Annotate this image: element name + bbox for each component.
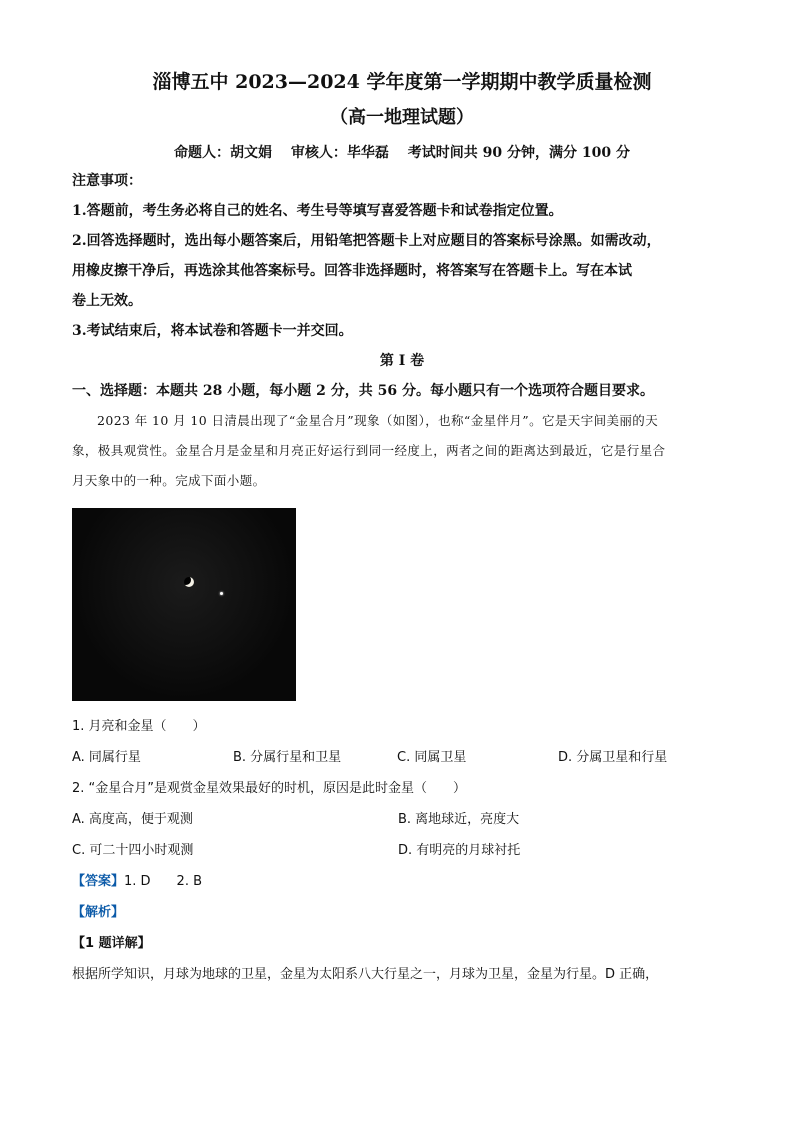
venus-moon-photo	[72, 508, 296, 701]
venus-icon	[220, 592, 223, 595]
analysis-tag: 【解析】	[72, 905, 125, 920]
question-stem: 2. “金星合月”是观赏金星效果最好的时机，原因是此时金星（ ）	[72, 781, 467, 796]
intro-line: 象，极具观赏性。金星合月是金星和月亮正好运行到同一经度上，两者之间的距离达到最近，它是行星合	[72, 443, 666, 458]
option-c: C. 同属卫星	[397, 750, 467, 765]
exam-page	[72, 68, 732, 990]
option-b: B. 分属行星和卫星	[233, 750, 342, 765]
option-a: A. 高度高，便于观测	[72, 812, 193, 827]
intro-line: 月天象中的一种。完成下面小题。	[72, 473, 266, 488]
option-b: B. 离地球近，亮度大	[398, 812, 520, 827]
answer-text: 1. D 2. B	[124, 874, 203, 889]
note-line: 1.答题前，考生务必将自己的姓名、考生号等填写喜爱答题卡和试卷指定位置。	[72, 203, 563, 219]
answer-tag: 【答案】	[72, 874, 125, 889]
volume-label: 第 I 卷	[379, 353, 425, 369]
question-stem: 1. 月亮和金星（ ）	[72, 719, 206, 734]
question-options	[72, 835, 732, 866]
intro-line: 2023 年 10 月 10 日清晨出现了“金星合月”现象（如图），也称“金星伴月”。它是天宇间美丽的天	[97, 413, 659, 428]
note-line: 3.考试结束后，将本试卷和答题卡一并交回。	[72, 323, 353, 339]
analysis-line	[72, 897, 732, 928]
detail-tag: 【1 题详解】	[72, 936, 151, 951]
detail-text: 根据所学知识，月球为地球的卫星，金星为太阳系八大行星之一，月球为卫星，金星为行星。D 正确，	[72, 967, 659, 982]
notes-heading: 注意事项：	[72, 173, 142, 189]
note-line: 卷上无效。	[72, 293, 142, 309]
question-options	[72, 742, 732, 773]
section-heading: 一、选择题：本题共 28 小题，每小题 2 分，共 56 分。每小题只有一个选项符合题目要求。	[72, 383, 654, 399]
page-subtitle: （高一地理试题）	[330, 107, 474, 128]
option-a: A. 同属行星	[72, 750, 141, 765]
page-title: 淄博五中 2023—2024 学年度第一学期期中教学质量检测	[152, 71, 652, 93]
option-c: C. 可二十四小时观测	[72, 843, 194, 858]
option-d: D. 分属卫星和行星	[558, 750, 668, 765]
answer-line	[72, 866, 732, 897]
note-line: 2.回答选择题时，选出每小题答案后，用铅笔把答题卡上对应题目的答案标号涂黑。如需改动，	[72, 233, 661, 249]
moon-icon	[184, 577, 194, 587]
exam-meta: 命题人：胡文娟 审核人：毕华磊 考试时间共 90 分钟，满分 100 分	[174, 145, 630, 161]
note-line: 用橡皮擦干净后，再选涂其他答案标号。回答非选择题时，将答案写在答题卡上。写在本试	[72, 263, 632, 279]
option-d: D. 有明亮的月球衬托	[398, 843, 521, 858]
question-options	[72, 804, 732, 835]
